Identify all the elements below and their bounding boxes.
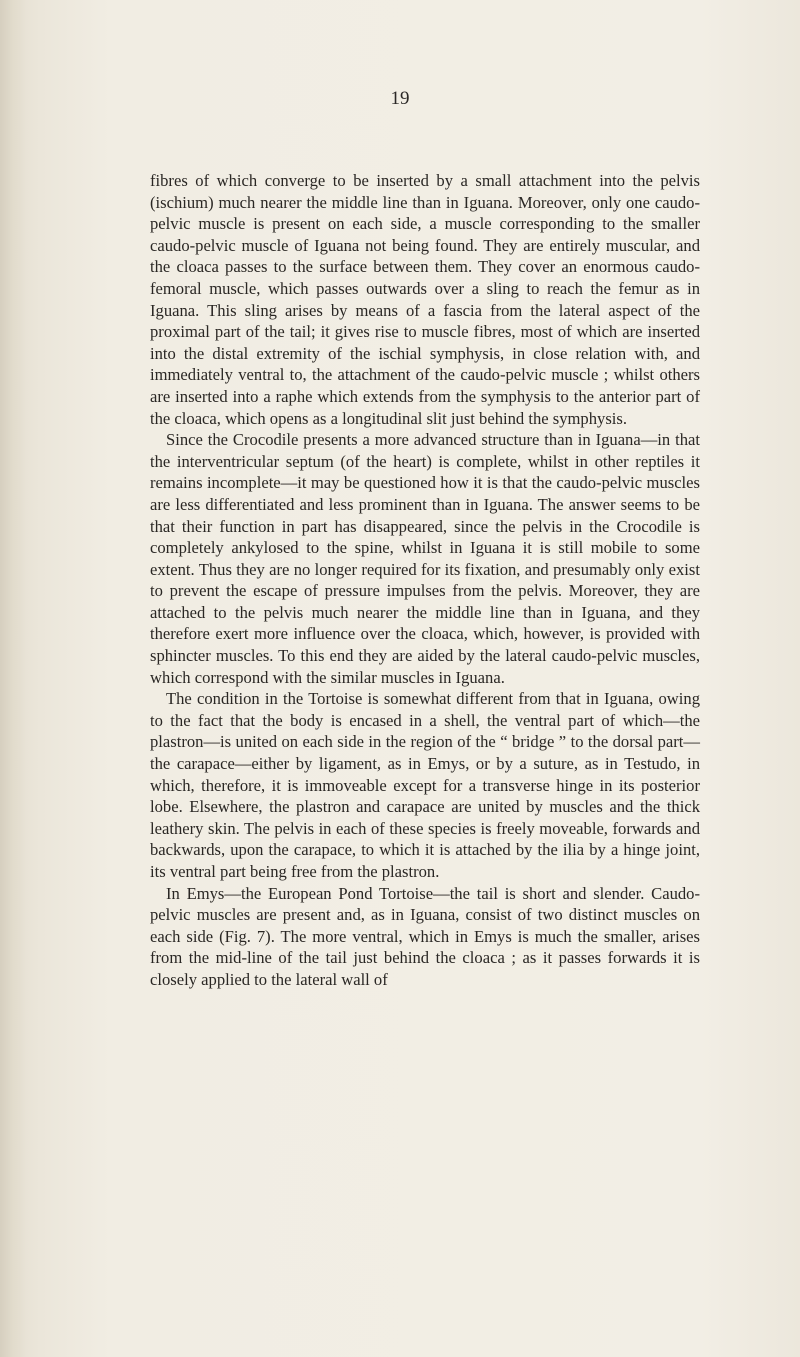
page-number: 19 <box>390 88 410 109</box>
paragraph-3: The condition in the Tortoise is somewhat different from that in Iguana, owing to the fact that the body is encased in a shell, the ventral part of which—the plastron—is united on each side in the region of the “ bridge ” to the dorsal part—the carapace—either by ligament, as in Emys, or by a suture, as in Testudo, in which, therefore, it is immoveable except for a transverse hinge in its posterior lobe. Elsewhere, the plastron and carapace are united by muscles and the thick leathery skin. The pelvis in each of these species is freely moveable, forwards and backwards, upon the carapace, to which it is attached by the ilia by a hinge joint, its ventral part being free from the plastron. <box>150 689 700 881</box>
body-text <box>150 170 700 991</box>
page-binding-shadow <box>0 0 26 1357</box>
paragraph-4: In Emys—the European Pond Tortoise—the tail is short and slender. Caudo-pelvic muscles are present and, as in Iguana, consist of two distinct muscles on each side (Fig. 7). The more ventral, which in Emys is much the smaller, arises from the mid-line of the tail just behind the cloaca ; as it passes forwards it is closely applied to the lateral wall of <box>150 883 700 989</box>
paragraph-1: fibres of which converge to be inserted by a small attachment into the pelvis (ischium) much nearer the middle line than in Iguana. Moreover, only one caudo-pelvic muscle is present on each side, a muscle corresponding to the smaller caudo-pelvic muscle of Iguana not being found. They are entirely muscular, and the cloaca passes to the surface between them. They cover an enormous caudo-femoral muscle, which passes outwards over a sling to reach the femur as in Iguana. This sling arises by means of a fascia from the lateral aspect of the proximal part of the tail; it gives rise to muscle fibres, most of which are inserted into the distal extremity of the ischial symphysis, in close relation with, and immediately ventral to, the attachment of the caudo-pelvic muscle ; whilst others are inserted into a raphe which extends from the symphysis to the anterior part of the cloaca, which opens as a longitudinal slit just behind the symphysis. <box>150 171 700 428</box>
paragraph-2: Since the Crocodile presents a more advanced structure than in Iguana—in that the interventricular septum (of the heart) is complete, whilst in other reptiles it remains incomplete—it may be questioned how it is that the caudo-pelvic muscles are less differentiated and less prominent than in Iguana. The answer seems to be that their function in part has disappeared, since the pelvis in the Crocodile is completely ankylosed to the spine, whilst in Iguana it is still mobile to some extent. Thus they are no longer required for its fixation, and presumably only exist to prevent the escape of pressure impulses from the pelvis. Moreover, they are attached to the pelvis much nearer the middle line than in Iguana, and they therefore exert more influence over the cloaca, which, however, is provided with sphincter muscles. To this end they are aided by the lateral caudo-pelvic muscles, which correspond with the similar muscles in Iguana. <box>150 430 700 687</box>
